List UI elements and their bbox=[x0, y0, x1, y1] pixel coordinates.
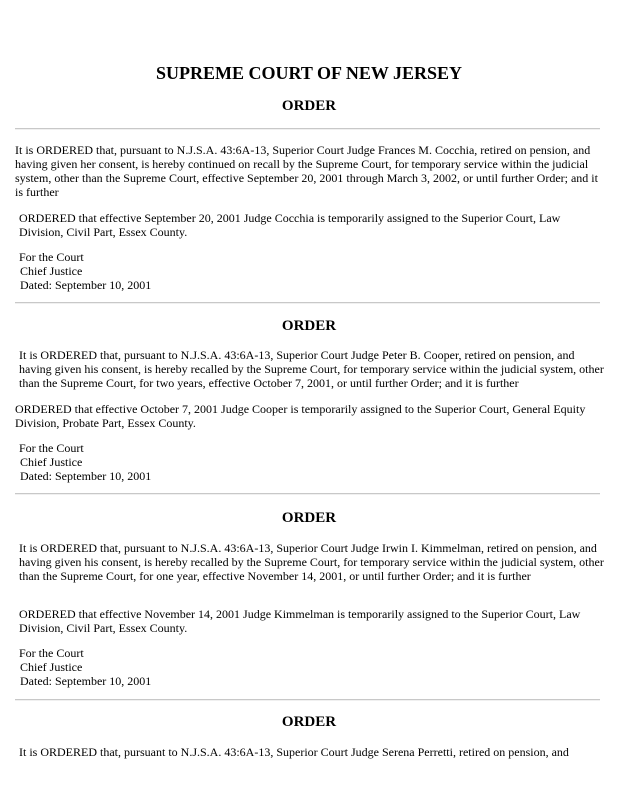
order-3-signature bbox=[19, 646, 151, 688]
order-2-dated: Dated: September 10, 2001 bbox=[20, 469, 152, 483]
order-1-paragraph-2: ORDERED that effective September 20, 2001 Judge Cocchia is temporarily assigned to the Superior Court, Law Division, Civil Part, Essex County. bbox=[19, 211, 561, 239]
order-1-paragraph-1: It is ORDERED that, pursuant to N.J.S.A. 43:6A-13, Superior Court Judge Frances M. Cocchia, retired on pension, and having given her consent, is hereby continued on recall by the Supreme Court, for temporary service within the judicial system, other than the Supreme Court, effective September 20, 2001 through March 3, 2002, or until further Order; and it is further bbox=[15, 143, 598, 199]
order-2-chief-justice: Chief Justice bbox=[20, 455, 83, 469]
order-1-dated: Dated: September 10, 2001 bbox=[20, 278, 152, 292]
order-1-heading: ORDER bbox=[281, 98, 337, 114]
divider-2 bbox=[15, 302, 600, 304]
order-4-paragraph-1: It is ORDERED that, pursuant to N.J.S.A. 43:6A-13, Superior Court Judge Serena Perretti, retired on pension, and bbox=[19, 745, 569, 759]
order-3-heading: ORDER bbox=[281, 510, 337, 526]
order-1-signature bbox=[19, 250, 151, 292]
order-2-paragraph-2: ORDERED that effective October 7, 2001 Judge Cooper is temporarily assigned to the Superior Court, General Equity Division, Probate Part, Essex County. bbox=[15, 402, 586, 430]
order-4-heading: ORDER bbox=[281, 714, 337, 730]
order-3-chief-justice: Chief Justice bbox=[20, 660, 83, 674]
document-title: SUPREME COURT OF NEW JERSEY bbox=[155, 63, 463, 83]
divider-4 bbox=[15, 699, 600, 701]
order-3-dated: Dated: September 10, 2001 bbox=[20, 674, 152, 688]
order-2-for-the-court: For the Court bbox=[19, 441, 84, 455]
divider-1 bbox=[15, 128, 600, 130]
order-1-chief-justice: Chief Justice bbox=[20, 264, 83, 278]
order-1-for-the-court: For the Court bbox=[19, 250, 84, 264]
order-2-heading: ORDER bbox=[281, 318, 337, 334]
order-3-for-the-court: For the Court bbox=[19, 646, 84, 660]
divider-3 bbox=[15, 493, 600, 495]
order-2-paragraph-1: It is ORDERED that, pursuant to N.J.S.A. 43:6A-13, Superior Court Judge Peter B. Cooper, retired on pension, and having given his consent, is hereby recalled by the Supreme Court, for temporary service within the judicial system, other than the Supreme Court, for two years, effective October 7, 2001, or until further Order; and it is further bbox=[19, 348, 604, 390]
order-3-paragraph-1: It is ORDERED that, pursuant to N.J.S.A. 43:6A-13, Superior Court Judge Irwin I. Kimmelman, retired on pension, and having given his consent, is hereby recalled by the Supreme Court, for temporary service within the judicial system, other than the Supreme Court, for one year, effective November 14, 2001, or until further Order; and it is further bbox=[19, 541, 604, 583]
order-3-paragraph-2: ORDERED that effective November 14, 2001 Judge Kimmelman is temporarily assigned to the Superior Court, Law Division, Civil Part, Essex County. bbox=[19, 607, 581, 635]
order-2-signature bbox=[19, 441, 151, 483]
